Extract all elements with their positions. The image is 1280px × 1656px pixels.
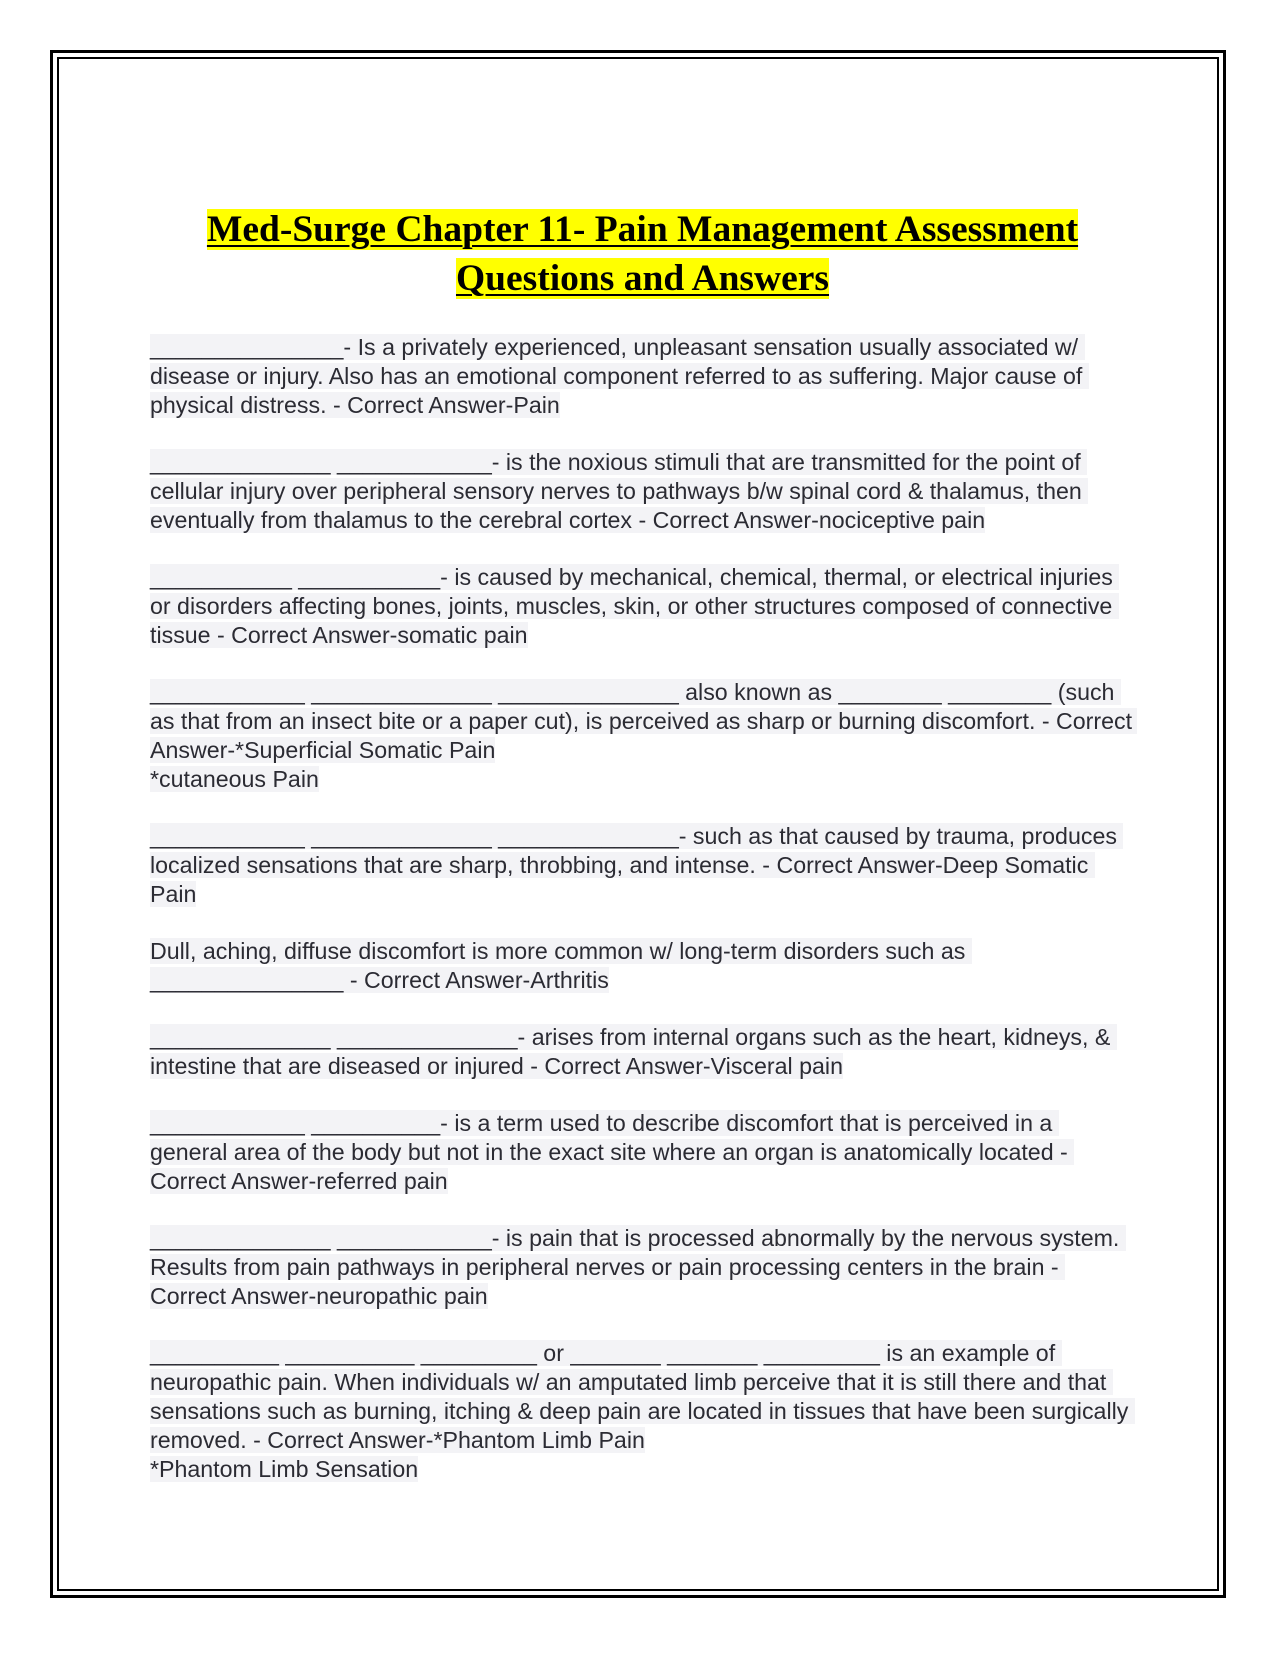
- qa-item: [150, 1339, 1135, 1484]
- qa-item: [150, 1023, 1135, 1081]
- title-line-1: Med-Surge Chapter 11- Pain Management Assessment: [206, 209, 1079, 250]
- qa-item: [150, 1109, 1135, 1196]
- qa-text: ______________ ______________- arises from internal organs such as the heart, kidneys, & intestine that are diseased or injured - Correct Answer-Visceral pain: [150, 1024, 1117, 1079]
- qa-text: _______________- Is a privately experienced, unpleasant sensation usually associated w/ disease or injury. Also has an emotional component referred to as suffering. Major cause of physical distress. - Correct Answer-Pain: [150, 334, 1089, 418]
- qa-item: [150, 333, 1135, 420]
- qa-item: [150, 563, 1135, 650]
- document-title: [150, 205, 1135, 303]
- qa-item: [150, 822, 1135, 909]
- qa-item: [150, 1224, 1135, 1311]
- qa-text: ______________ ____________- is pain that is processed abnormally by the nervous system. Results from pain pathways in peripheral nerves or pain processing centers in the brain - Correct Answer-neuropathic pain: [150, 1225, 1126, 1309]
- qa-text: Dull, aching, diffuse discomfort is more common w/ long-term disorders such as _______________ - Correct Answer-Arthritis: [150, 938, 972, 993]
- qa-item: [150, 937, 1135, 995]
- qa-item: [150, 678, 1135, 794]
- document-body: [150, 205, 1135, 1512]
- qa-item: [150, 448, 1135, 535]
- qa-text: ___________ ___________- is caused by mechanical, chemical, thermal, or electrical injuries or disorders affecting bones, joints, muscles, skin, or other structures composed of connective tissue - Correct Answer-somatic pain: [150, 564, 1120, 648]
- qa-text: ____________ ______________ ______________- such as that caused by trauma, produces localized sensations that are sharp, throbbing, and intense. - Correct Answer-Deep Somatic Pain: [150, 823, 1124, 907]
- qa-text: ____________ ______________ ______________ also known as ________ ________ (such as that from an insect bite or a paper cut), is perceived as sharp or burning discomfort. - Correct Answer-*Superficial Somatic Pain *cutaneous Pain: [150, 679, 1137, 792]
- title-line-2: Questions and Answers: [455, 258, 829, 299]
- qa-text: __________ __________ _________ or _______ _______ _________ is an example of neuropathic pain. When individuals w/ an amputated limb perceive that it is still there and that sensations such as burning, itching & deep pain are located in tissues that have been surgically removed. - Correct Answer-*Phantom Limb Pain *Phantom Limb Sensation: [150, 1340, 1135, 1482]
- qa-text: ______________ ____________- is the noxious stimuli that are transmitted for the point of cellular injury over peripheral sensory nerves to pathways b/w spinal cord & thalamus, then eventually from thalamus to the cerebral cortex - Correct Answer-nociceptive pain: [150, 449, 1089, 533]
- qa-text: ____________ __________- is a term used to describe discomfort that is perceived in a general area of the body but not in the exact site where an organ is anatomically located - Correct Answer-referred pain: [150, 1110, 1075, 1194]
